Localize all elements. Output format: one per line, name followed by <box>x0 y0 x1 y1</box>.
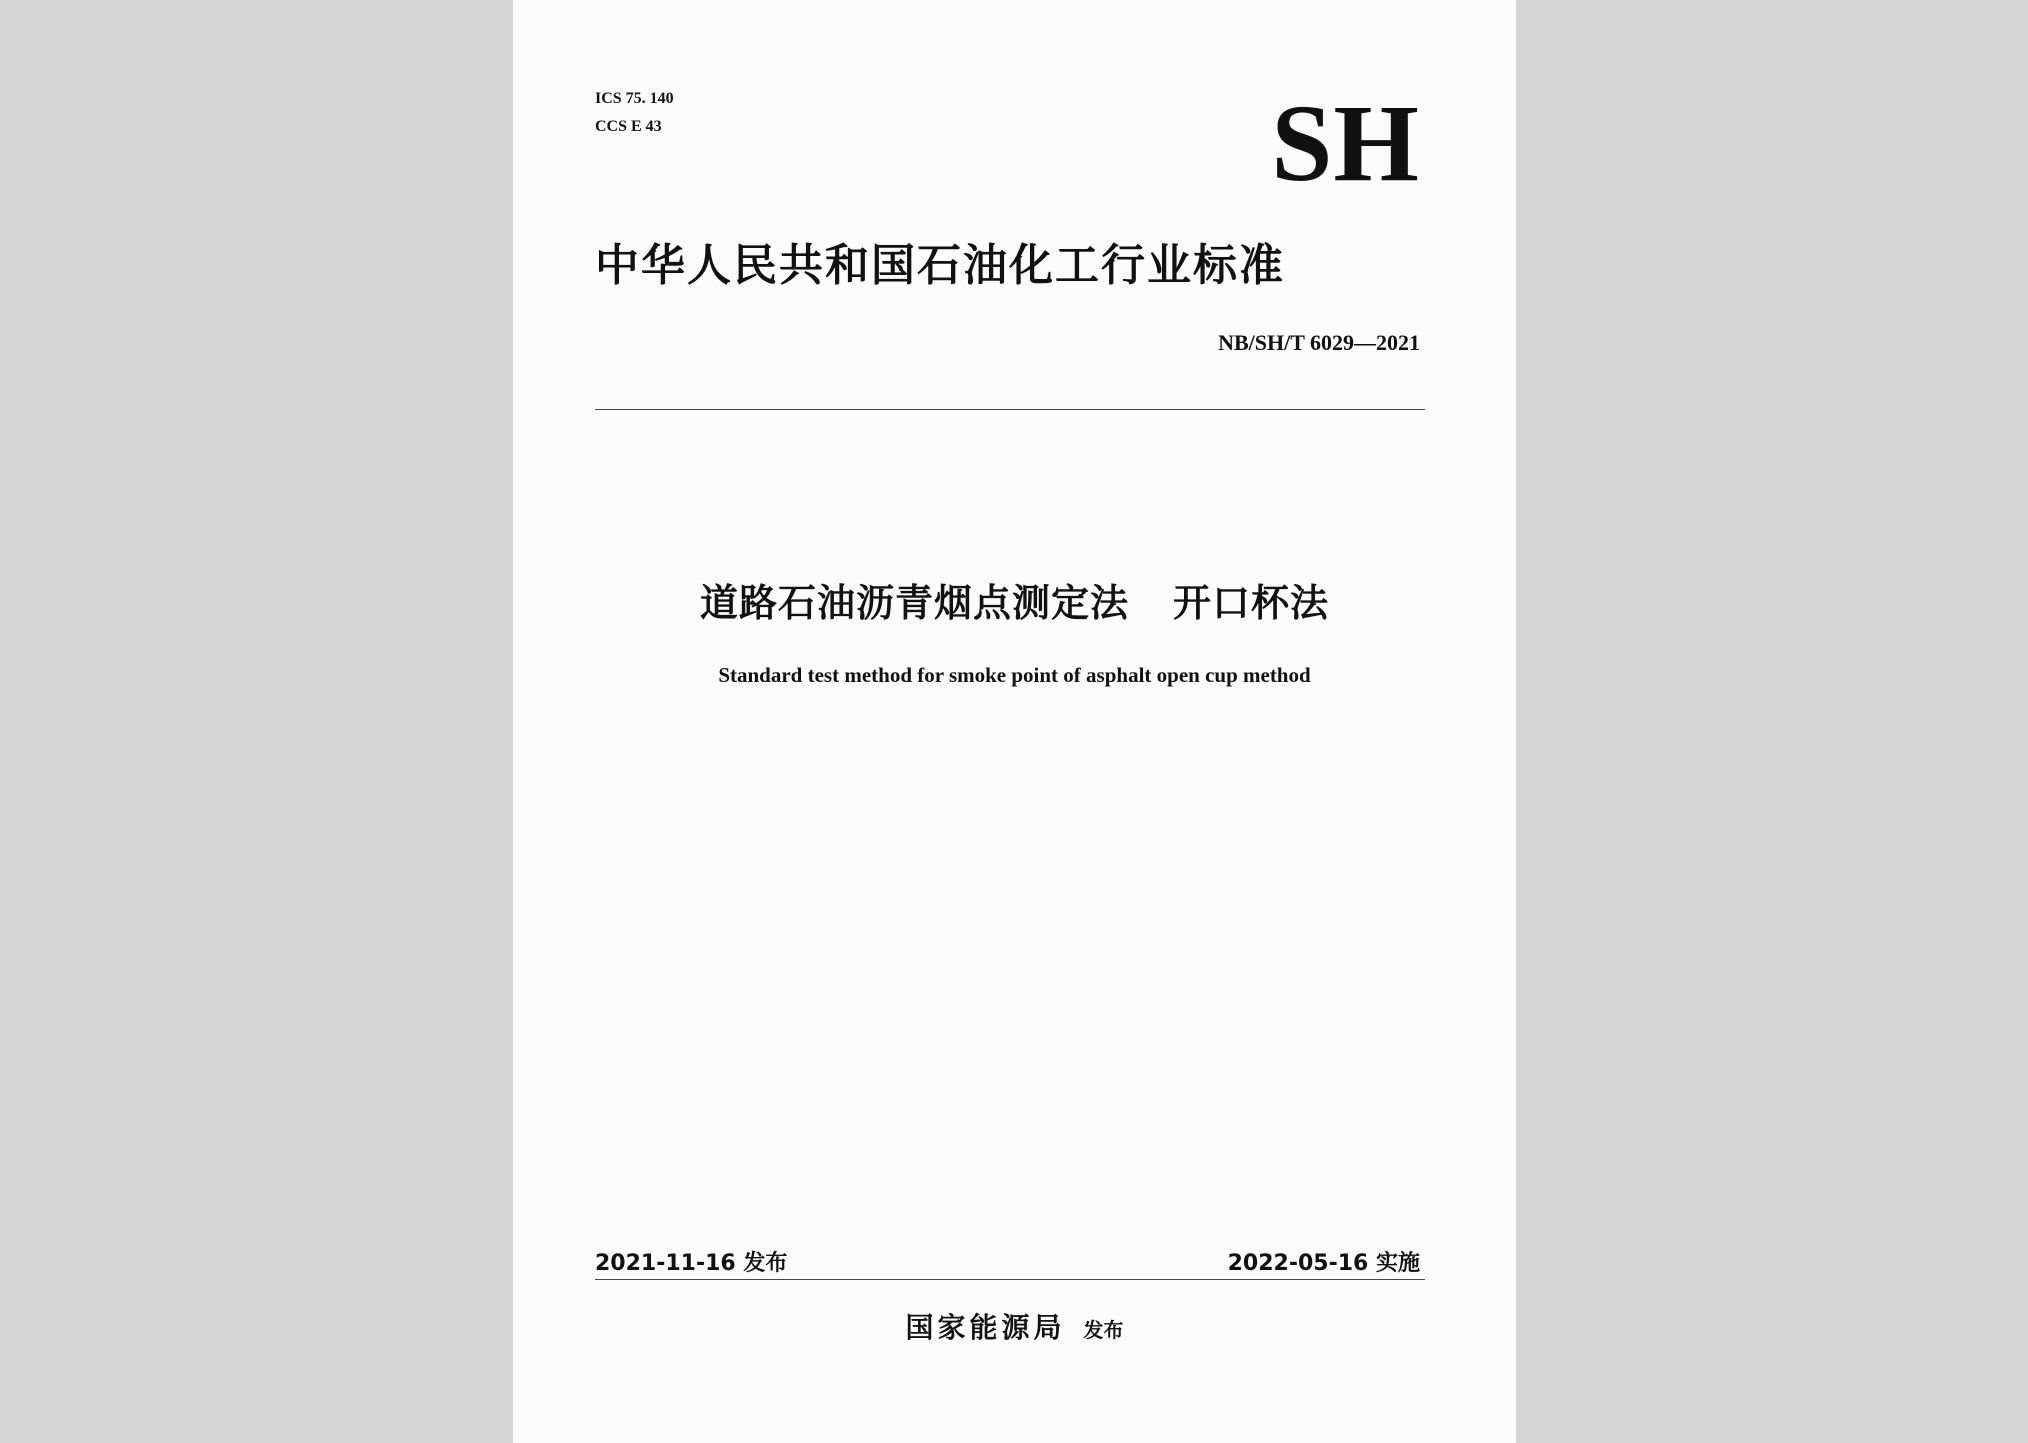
publisher-name: 国家能源局 <box>905 1311 1066 1344</box>
document-title-cn-sub: 开口杯法 <box>1173 581 1330 625</box>
document-title-en: Standard test method for smoke point of asphalt open cup method <box>718 663 1311 687</box>
publisher-suffix: 发布 <box>1083 1318 1124 1342</box>
standard-category-title: 中华人民共和国石油化工行业标准 <box>595 240 1285 291</box>
standard-code: NB/SH/T 6029—2021 <box>1218 330 1420 355</box>
publisher <box>513 1306 1516 1346</box>
footer-divider <box>595 1279 1425 1280</box>
issue-date: 2021-11-16 发布 <box>595 1251 788 1276</box>
document-title-cn <box>513 578 1516 628</box>
ics-code: ICS 75. 140 <box>595 90 674 107</box>
ccs-code: CCS E 43 <box>595 118 662 135</box>
implementation-date: 2022-05-16 实施 <box>1227 1251 1420 1276</box>
sh-logo: SH <box>1271 82 1420 204</box>
header-divider <box>595 409 1425 410</box>
document-page <box>513 0 1516 1443</box>
document-title-cn-main: 道路石油沥青烟点测定法 <box>699 581 1129 625</box>
